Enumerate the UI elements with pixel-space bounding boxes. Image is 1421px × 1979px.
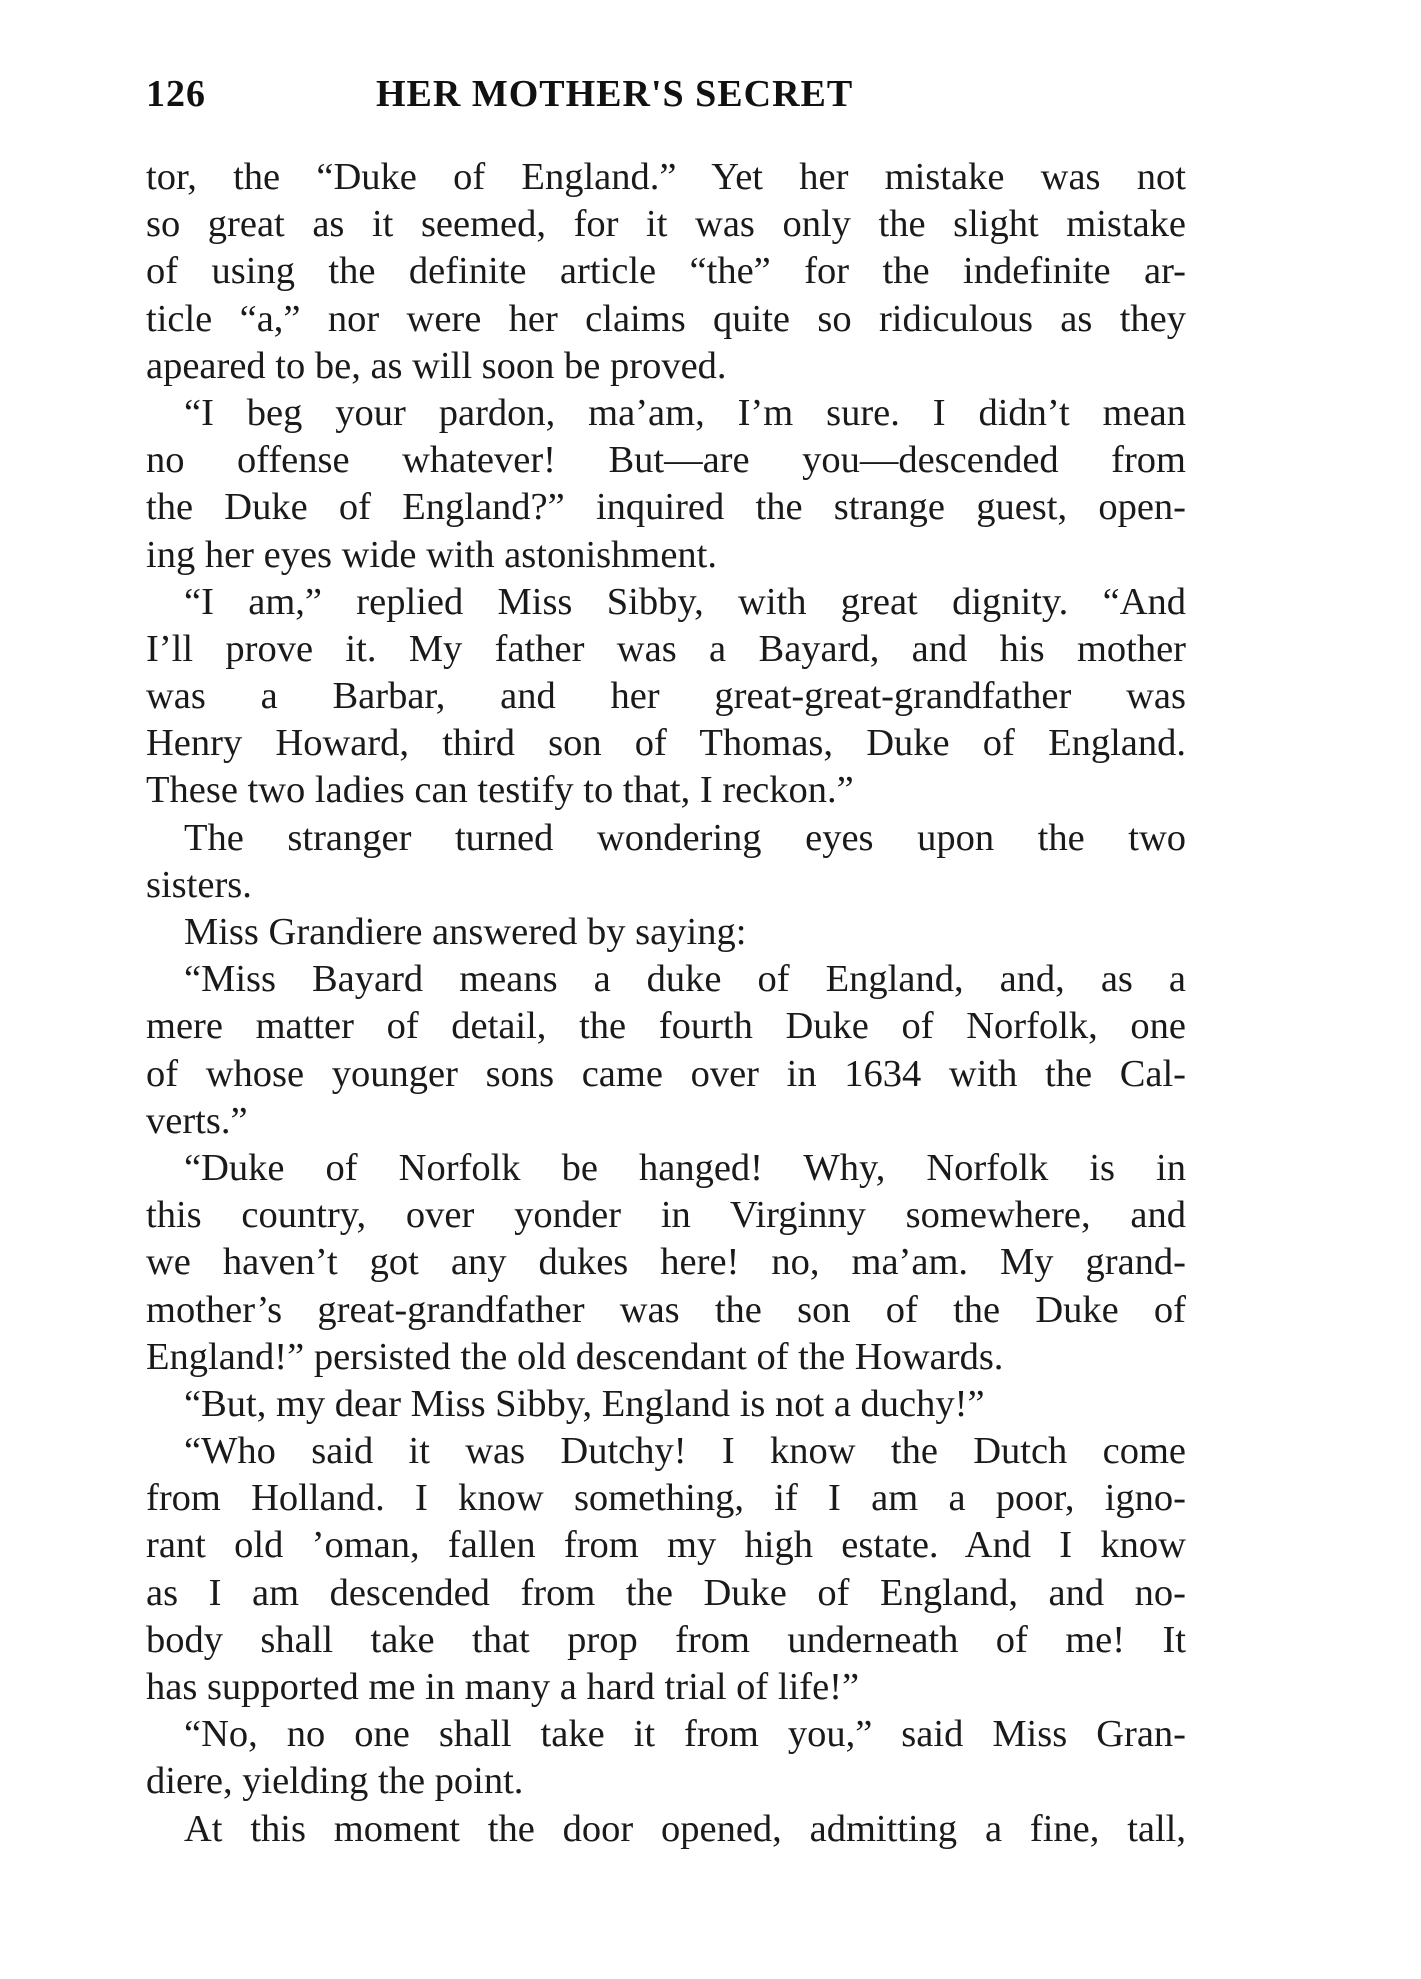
text-line: we haven’t got any dukes here! no, ma’am. My grand-: [146, 1241, 1186, 1284]
text-line: was a Barbar, and her great-great-grandfather was: [146, 675, 1186, 718]
text-line: I’ll prove it. My father was a Bayard, and his mother: [146, 627, 1186, 670]
text-line: ing her eyes wide with astonishment.: [146, 533, 717, 576]
text-line: England!” persisted the old descendant of the Howards.: [146, 1335, 1004, 1378]
text-line: from Holland. I know something, if I am a poor, igno-: [146, 1477, 1186, 1520]
text-line: body shall take that prop from underneath of me! It: [146, 1618, 1186, 1661]
text-line: of whose younger sons came over in 1634 with the Cal-: [146, 1052, 1186, 1095]
text-line: rant old ’oman, fallen from my high estate. And I know: [146, 1524, 1186, 1567]
text-line: At this moment the door opened, admitting a fine, tall,: [184, 1807, 1186, 1850]
body-text: [146, 154, 1186, 1853]
text-line: The stranger turned wondering eyes upon the two: [184, 816, 1186, 859]
text-line: “No, no one shall take it from you,” said Miss Gran-: [184, 1713, 1186, 1756]
text-line: Henry Howard, third son of Thomas, Duke of England.: [146, 722, 1186, 765]
text-line: no offense whatever! But—are you—descended from: [146, 439, 1186, 482]
text-line: “But, my dear Miss Sibby, England is not a duchy!”: [184, 1382, 985, 1425]
text-line: “I beg your pardon, ma’am, I’m sure. I didn’t mean: [184, 391, 1186, 434]
text-line: mere matter of detail, the fourth Duke of Norfolk, one: [146, 1005, 1186, 1048]
text-line: “I am,” replied Miss Sibby, with great dignity. “And: [184, 580, 1186, 623]
text-line: verts.”: [146, 1099, 248, 1142]
text-line: of using the definite article “the” for the indefinite ar-: [146, 250, 1186, 293]
text-line: sisters.: [146, 863, 252, 906]
text-line: ticle “a,” nor were her claims quite so ridiculous as they: [146, 297, 1186, 340]
running-head: [146, 72, 1186, 132]
text-line: Miss Grandiere answered by saying:: [184, 911, 747, 953]
text-line: tor, the “Duke of England.” Yet her mistake was not: [146, 156, 1186, 198]
text-line: “Miss Bayard means a duke of England, and, as a: [184, 958, 1186, 1001]
text-line: apeared to be, as will soon be proved.: [146, 344, 727, 387]
book-title: HER MOTHER'S SECRET: [376, 73, 854, 115]
page-number: 126: [146, 73, 206, 115]
text-line: diere, yielding the point.: [146, 1760, 524, 1803]
text-line: so great as it seemed, for it was only the slight mistake: [146, 203, 1186, 246]
text-line: These two ladies can testify to that, I reckon.”: [146, 769, 854, 812]
text-line: has supported me in many a hard trial of life!”: [146, 1666, 860, 1708]
text-line: “Duke of Norfolk be hanged! Why, Norfolk is in: [184, 1146, 1186, 1189]
text-line: as I am descended from the Duke of England, and no-: [146, 1571, 1186, 1614]
text-line: this country, over yonder in Virginny somewhere, and: [146, 1194, 1186, 1237]
text-line: mother’s great-grandfather was the son of the Duke of: [146, 1288, 1186, 1331]
text-line: the Duke of England?” inquired the strange guest, open-: [146, 486, 1186, 529]
text-line: “Who said it was Dutchy! I know the Dutch come: [184, 1430, 1186, 1473]
